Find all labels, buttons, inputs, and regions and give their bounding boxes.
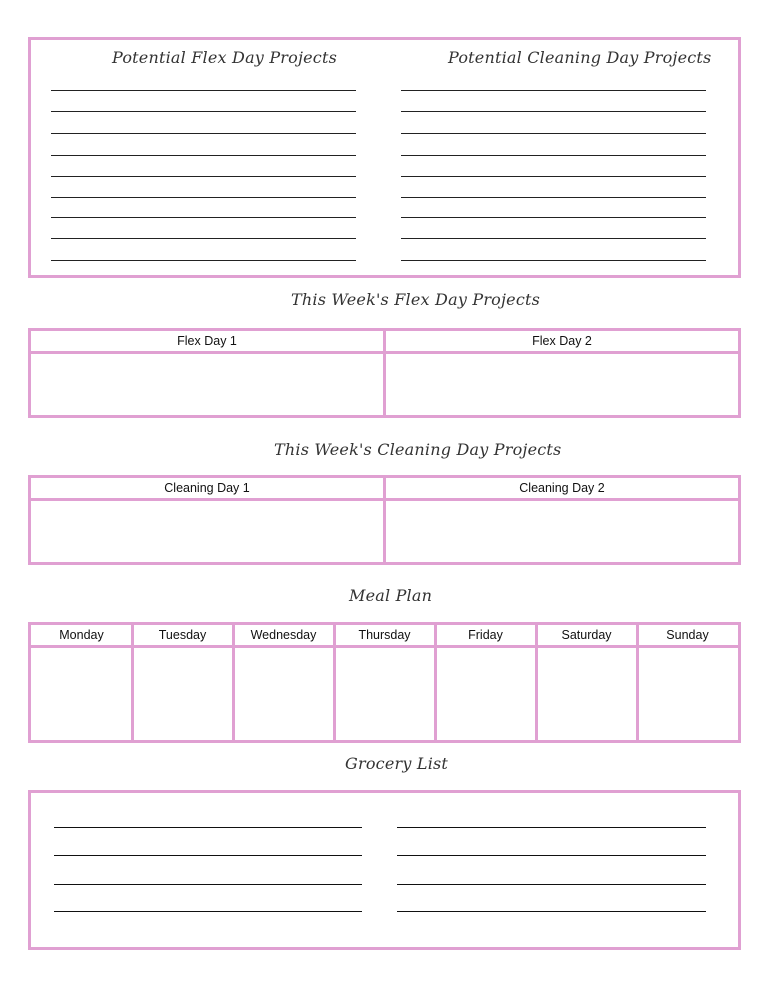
meal-day-header: Monday <box>59 628 104 642</box>
grocery-line[interactable] <box>54 911 362 912</box>
writing-line[interactable] <box>401 90 706 91</box>
meal-day-header: Sunday <box>666 628 709 642</box>
potential-cleaning-title: Potential Cleaning Day Projects <box>448 48 712 67</box>
cleaning-day-1-cell[interactable] <box>31 501 383 562</box>
meal-column-divider <box>131 622 134 743</box>
grocery-line[interactable] <box>397 911 706 912</box>
meal-day-header: Wednesday <box>250 628 317 642</box>
meal-day-cell[interactable] <box>536 648 637 740</box>
potential-projects-box <box>28 37 741 278</box>
meal-column-divider <box>535 622 538 743</box>
meal-column-divider <box>333 622 336 743</box>
meal-column-divider <box>434 622 437 743</box>
flex-day-1-header: Flex Day 1 <box>177 334 237 348</box>
meal-column-divider <box>636 622 639 743</box>
meal-day-cell[interactable] <box>132 648 233 740</box>
meal-day-cell[interactable] <box>233 648 334 740</box>
grocery-line[interactable] <box>397 827 706 828</box>
meal-day-cell[interactable] <box>637 648 738 740</box>
writing-line[interactable] <box>51 197 356 198</box>
writing-line[interactable] <box>401 197 706 198</box>
meal-day-cell[interactable] <box>435 648 536 740</box>
cleaning-week-title: This Week's Cleaning Day Projects <box>274 440 562 459</box>
writing-line[interactable] <box>401 155 706 156</box>
writing-line[interactable] <box>51 260 356 261</box>
grocery-line[interactable] <box>397 884 706 885</box>
meal-plan-title: Meal Plan <box>349 586 433 605</box>
flex-day-2-cell[interactable] <box>386 354 738 415</box>
cleaning-day-2-cell[interactable] <box>386 501 738 562</box>
flex-week-title: This Week's Flex Day Projects <box>291 290 541 309</box>
grocery-line[interactable] <box>54 855 362 856</box>
potential-flex-title: Potential Flex Day Projects <box>112 48 338 67</box>
writing-line[interactable] <box>51 176 356 177</box>
writing-line[interactable] <box>51 111 356 112</box>
meal-day-header: Thursday <box>358 628 411 642</box>
writing-line[interactable] <box>401 176 706 177</box>
meal-day-cell[interactable] <box>31 648 132 740</box>
flex-day-2-header: Flex Day 2 <box>532 334 592 348</box>
grocery-line[interactable] <box>54 827 362 828</box>
meal-day-header: Saturday <box>561 628 612 642</box>
writing-line[interactable] <box>51 238 356 239</box>
cleaning-day-1-header: Cleaning Day 1 <box>164 481 250 495</box>
grocery-list-box <box>28 790 741 950</box>
cleaning-day-2-header: Cleaning Day 2 <box>519 481 605 495</box>
writing-line[interactable] <box>401 111 706 112</box>
writing-line[interactable] <box>401 133 706 134</box>
meal-day-cell[interactable] <box>334 648 435 740</box>
writing-line[interactable] <box>401 260 706 261</box>
writing-line[interactable] <box>401 238 706 239</box>
meal-day-header: Friday <box>468 628 503 642</box>
writing-line[interactable] <box>51 133 356 134</box>
writing-line[interactable] <box>51 155 356 156</box>
meal-column-divider <box>232 622 235 743</box>
flex-day-1-cell[interactable] <box>31 354 383 415</box>
meal-day-header: Tuesday <box>158 628 207 642</box>
grocery-line[interactable] <box>397 855 706 856</box>
grocery-title: Grocery List <box>345 754 449 773</box>
writing-line[interactable] <box>51 217 356 218</box>
writing-line[interactable] <box>401 217 706 218</box>
writing-line[interactable] <box>51 90 356 91</box>
grocery-line[interactable] <box>54 884 362 885</box>
